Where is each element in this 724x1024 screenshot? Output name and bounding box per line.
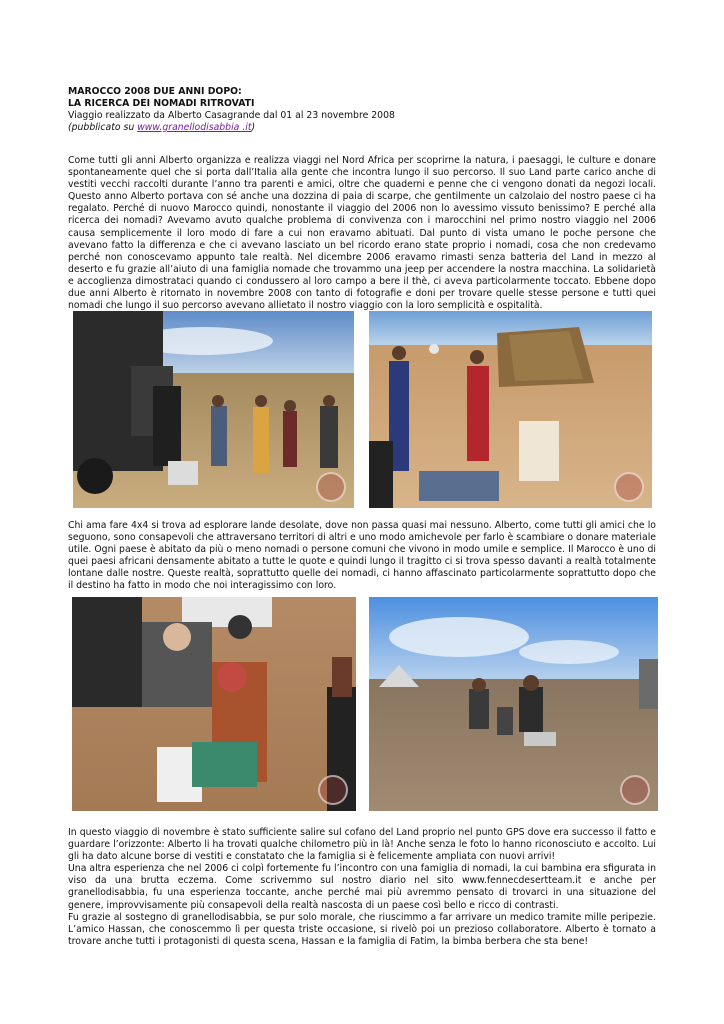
published-note	[68, 122, 658, 134]
published-suffix: )	[251, 122, 256, 133]
watermark-icon	[316, 472, 346, 502]
photo-nomad-camp-tent	[369, 311, 652, 508]
published-link[interactable]: www.granellodisabbia .it	[137, 122, 252, 133]
watermark-icon	[620, 775, 650, 805]
paragraph-november-trip	[68, 827, 656, 948]
subtitle: Viaggio realizzato da Alberto Casagrande dal 01 al 23 novembre 2008	[68, 110, 395, 121]
photo-land-rover-children	[73, 311, 354, 508]
photo-alberto-with-family	[72, 597, 356, 811]
paragraph-3a: In questo viaggio di novembre è stato sufficiente salire sul cofano del Land proprio nel punto GPS dove era successo il fatto e guardare l’orizzonte: Alberto li ha trovati qualche chilometro più in là! Anche senza le foto lo hanno riconosciuto e accolto. Lui gli ha dato alcune borse di vestiti e constatato che la famiglia si è felicemente ampliata con nuovi arrivi!	[68, 827, 656, 863]
title-line-2: LA RICERCA DEI NOMADI RITROVATI	[68, 98, 255, 109]
published-prefix: (pubblicato su	[68, 122, 138, 133]
watermark-icon	[318, 775, 348, 805]
paragraph-3b: Una altra esperienza che nel 2006 ci colpì fortemente fu l’incontro con una famiglia di nomadi, la cui bambina era sfigurata in viso da una brutta eczema. Come scrivemmo sul nostro diario nel sito www.fennecdesertteam.it e anche per granellodisabbia, fu una esperienza toccante, anche perché mai più avremmo pensato di trovarci in una situazione del genere, improvvisamente più consapevoli della realtà nascosta di un paese così bello e ricco di contrasti.	[68, 863, 656, 911]
article-header	[68, 86, 658, 134]
title-line-1: MAROCCO 2008 DUE ANNI DOPO:	[68, 86, 242, 97]
paragraph-4x4: Chi ama fare 4x4 si trova ad esplorare lande desolate, dove non passa quasi mai nessuno. Alberto, come tutti gli amici che lo seguono, sono consapevoli che attraversano territori di altri e uno modo amichevole per farlo è scambiare o donare materiale utile. Ogni paese è abitato da più o meno nomadi o persone comuni che vivono in modo umile e semplice. Il Marocco è uno di quei paesi africani densamente abitato a tutte le quote e quindi lungo il tragitto ci si trova spesso davanti a realtà totalmente lontane dalle nostre. Queste realtà, soprattutto quelle dei nomadi, ci hanno affascinato particolarmente soprattutto dopo che il destino ha fatto in modo che noi interagissimo con loro.	[68, 520, 656, 592]
photo-family-desert	[369, 597, 658, 811]
paragraph-intro: Come tutti gli anni Alberto organizza e realizza viaggi nel Nord Africa per scoprirne la natura, i paesaggi, le culture e donare spontaneamente quel che si porta dall’Italia alla gente che incontra lungo il suo percorso. Il suo Land parte carico anche di vestiti vecchi raccolti durante l’anno tra parenti e amici, oltre che quaderni e penne che ci vengono donati da negozi locali. Questo anno Alberto portava con sé anche una dozzina di paia di scarpe, che gentilmente un calzolaio del nostro paese ci ha regalato. Perché di nuovo Marocco quindi, nonostante il viaggio del 2006 non lo avessimo vissuto benissimo? E perché alla ricerca dei nomadi? Avevamo avuto qualche problema di convivenza con i marocchini nel primo nostro viaggio nel 2006 causa semplicemente il loro modo di fare a cui non eravamo abituati. Dal punto di vista umano le poche persone che avevano fatto la differenza e che ci avevano lasciato un bel ricordo erano state proprio i nomadi, cosa che non credevamo perché non conoscevamo appunto tale realtà. Nel dicembre 2006 eravamo rimasti senza batteria del Land in mezzo al deserto e fu grazie all’aiuto di una famiglia nomade che trovammo una jeep per accendere la nostra macchina. La solidarietà e accoglienza dimostrataci quando ci condussero al loro campo a bere il thè, ci aveva particolarmente toccato. Ebbene dopo due anni Alberto è ritornato in novembre 2008 con tanto di fotografie e doni per trovare quelle stesse persone e tutti quei nomadi che lungo il suo percorso avevano allietato il nostro viaggio con la loro semplicità e ospitalità.	[68, 155, 656, 312]
watermark-icon	[614, 472, 644, 502]
paragraph-3c: Fu grazie al sostegno di granellodisabbia, se pur solo morale, che riuscimmo a far arrivare un medico tramite mille peripezie. L’amico Hassan, che conoscemmo lì per questa triste occasione, si rivelò poi un prezioso collaboratore. Alberto è tornato a trovare anche tutti i protagonisti di questa scena, Hassan e la famiglia di Fatim, la bimba berbera che sta bene!	[68, 911, 656, 947]
